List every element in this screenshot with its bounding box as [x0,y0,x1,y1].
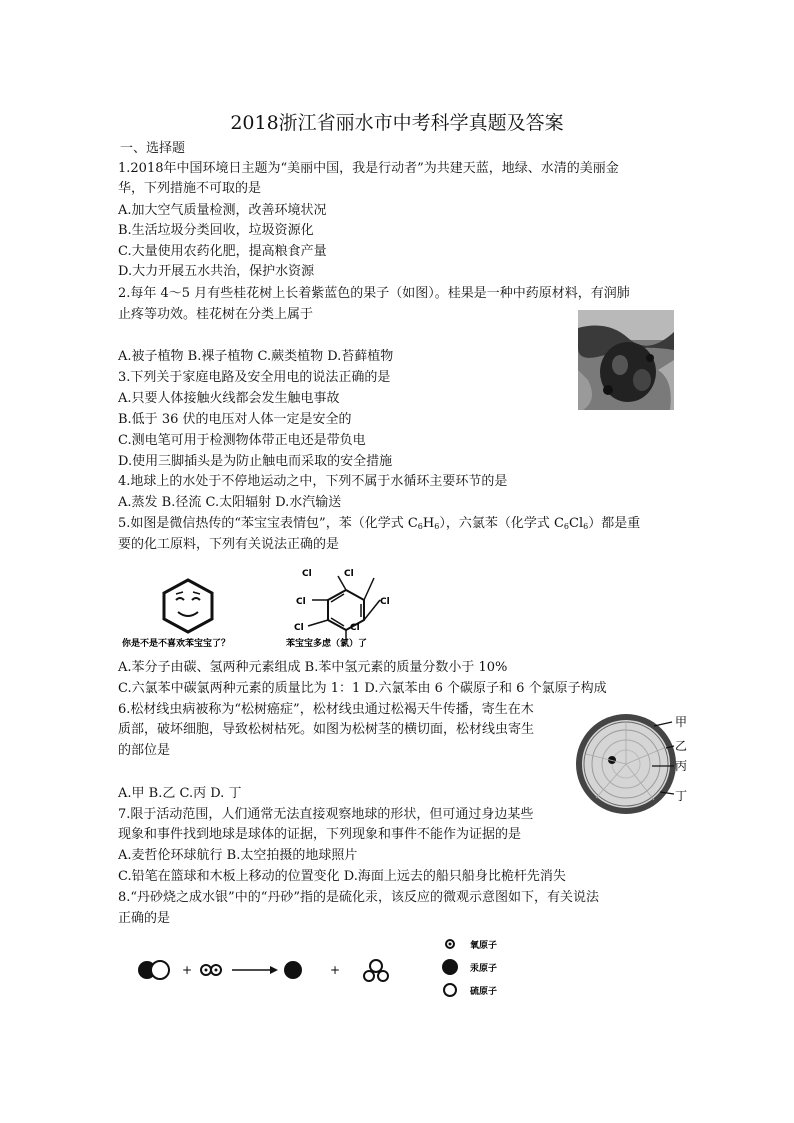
osmanthus-fruit-photo [578,310,674,410]
q7-stem-line2: 现象和事件找到地球是球体的证据，下列现象和事件不能作为证据的是 [118,827,522,842]
q1-stem-line1: 1.2018年中国环境日主题为“美丽中国，我是行动者”为共建天蓝，地绿、水清的美丽金 [118,161,619,176]
q1-option-c: C.大量使用农药化肥，提高粮食产量 [118,244,327,259]
plus-sign: + [330,963,341,977]
q1-option-b: B.生活垃圾分类回收，垃圾资源化 [118,223,314,238]
q8-stem-line2: 正确的是 [118,911,171,926]
label-jia: 甲 [675,715,688,729]
cl-label: Cl [294,623,304,633]
legend-oxygen: 氧原子 [470,941,498,951]
plus-sign: + [182,963,193,977]
section-heading: 一、选择题 [120,141,186,156]
cl-label: Cl [380,597,390,607]
cl-label: Cl [302,569,312,579]
q7-options-ab: A.麦哲伦环球航行 B.太空拍摄的地球照片 [118,848,358,863]
q5-stem-line2: 要的化工原料，下列有关说法正确的是 [118,537,340,552]
q1-option-a: A.加大空气质量检测，改善环境状况 [118,203,327,218]
q4-options: A.蒸发 B.径流 C.太阳辐射 D.水汽输送 [118,495,342,510]
q5-options-cd: C.六氯苯中碳氯两种元素的质量比为 1：1 D.六氯苯由 6 个碳原子和 6 个氯原子构成 [118,681,607,696]
q1-stem-line2: 华，下列措施不可取的是 [118,181,262,196]
reaction-micro-diagram [130,932,530,1004]
legend-sulfur: 硫原子 [470,987,498,997]
q3-option-b: B.低于 36 伏的电压对人体一定是安全的 [118,412,352,427]
benzene-meme-figure [118,562,393,650]
label-ding: 丁 [675,789,688,803]
cl-label: Cl [344,569,354,579]
q1-option-d: D.大力开展五水共治，保护水资源 [118,264,315,279]
cl-label: Cl [350,623,360,633]
benzene-ring-icon [164,580,212,632]
cl-label: Cl [296,597,306,607]
mercury-atom-icon [442,959,458,975]
label-bing: 丙 [675,759,688,773]
q6-options: A.甲 B.乙 C.丙 D. 丁 [118,786,242,801]
q3-option-c: C.测电笔可用于检测物体带正电还是带负电 [118,433,366,448]
q7-stem-line1: 7.限于活动范围，人们通常无法直接观察地球的形状，但可通过身边某些 [118,807,534,822]
label-yi: 乙 [675,739,688,753]
page-title: 2018浙江省丽水市中考科学真题及答案 [230,112,564,134]
benzene-caption-left: 你是不是不喜欢苯宝宝了？ [122,639,231,649]
q2-stem-line2: 止疼等功效。桂花树在分类上属于 [118,307,314,322]
q7-options-cd: C.铅笔在篮球和木板上移动的位置变化 D.海面上远去的船只船身比桅杆先消失 [118,869,566,884]
q6-stem-line1: 6.松材线虫病被称为“松树癌症”，松材线虫通过松褐天牛传播，寄生在木 [118,702,534,717]
benzene-caption-right: 苯宝宝多虑（氯）了 [286,639,368,649]
q3-option-d: D.使用三脚插头是为防止触电而采取的安全措施 [118,454,393,469]
reaction-arrow-icon [270,966,278,974]
q4-stem: 4.地球上的水处于不停地运动之中，下列不属于水循环主要环节的是 [118,474,508,489]
q3-option-a: A.只要人体接触火线都会发生触电事故 [118,391,340,406]
q8-stem-line1: 8.“丹砂烧之成水银”中的“丹砂”指的是硫化汞，该反应的微观示意图如下，有关说法 [118,890,599,905]
q5-options-ab: A.苯分子由碳、氢两种元素组成 B.苯中氢元素的质量分数小于 10% [118,660,508,675]
q6-stem-line3: 的部位是 [118,743,171,758]
q2-options: A.被子植物 B.裸子植物 C.蕨类植物 D.苔藓植物 [118,349,394,364]
q6-stem-line2: 质部，破坏细胞，导致松树枯死。如图为松树茎的横切面，松材线虫寄生 [118,722,535,737]
q3-stem: 3.下列关于家庭电路及安全用电的说法正确的是 [118,370,391,385]
pine-stem-cross-section [574,708,692,818]
q2-stem-line1: 2.每年 4～5 月有些桂花树上长着紫蓝色的果子（如图）。桂果是一种中药原材料，有润肺 [118,286,630,301]
sulfur-atom-icon [444,984,456,996]
q5-stem-line1: 5.如图是微信热传的“苯宝宝表情包”，苯（化学式 $C_6H_6$），六氯苯（化学式 $C_6Cl_6$）都是重 [118,516,641,531]
legend-mercury: 汞原子 [470,964,498,974]
